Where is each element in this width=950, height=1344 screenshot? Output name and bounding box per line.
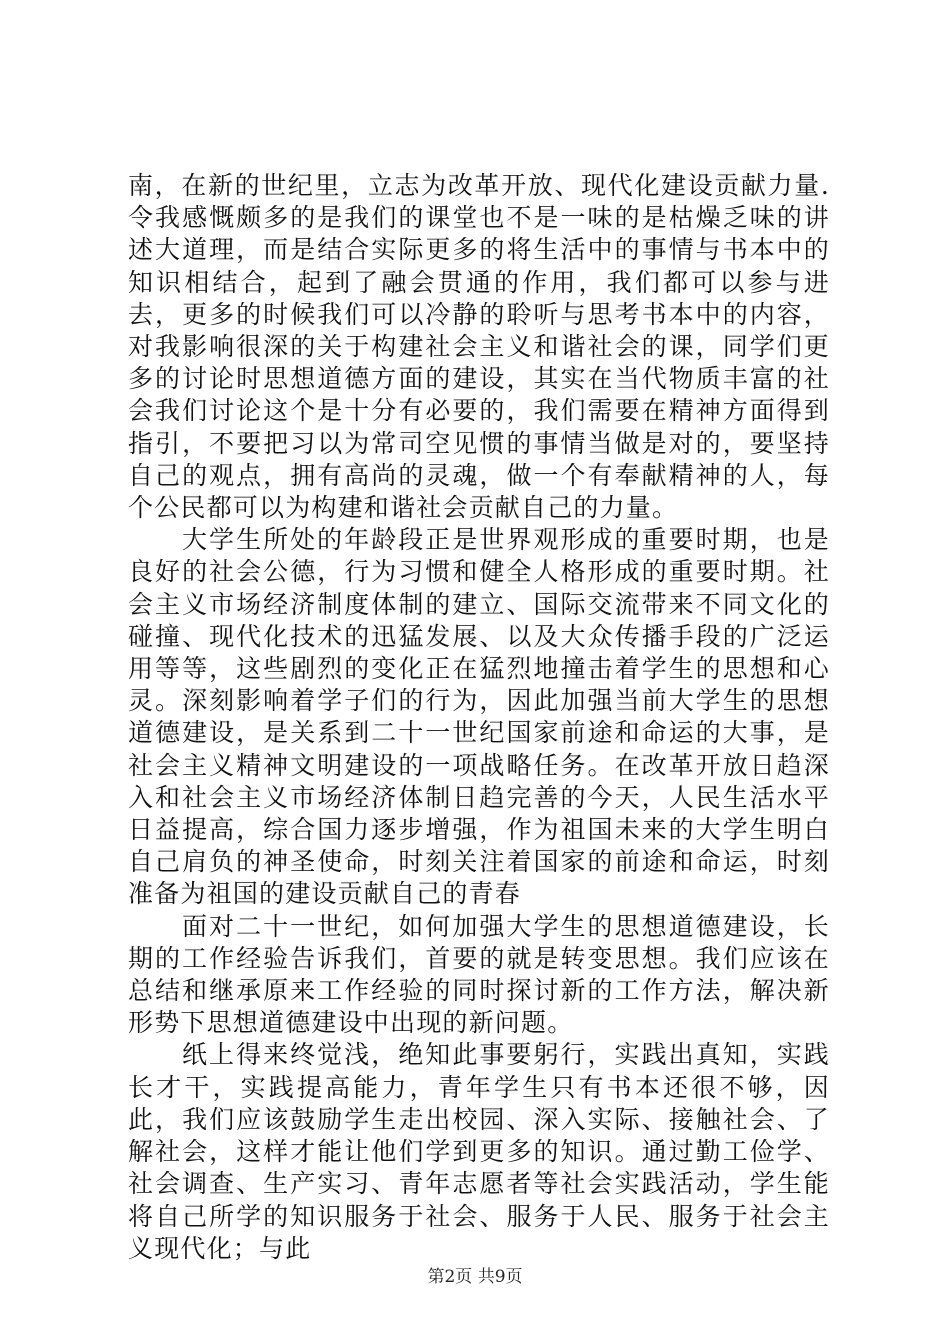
document-body bbox=[128, 170, 830, 1265]
paragraph-3: 面对二十一世纪，如何加强大学生的思想道德建设，长期的工作经验告诉我们，首要的就是转变思想。我们应该在总结和继承原来工作经验的同时探讨新的工作方法，解决新形势下思想道德建设中出现的新问题。 bbox=[128, 911, 830, 1038]
paragraph-2: 大学生所处的年龄段正是世界观形成的重要时期，也是良好的社会公德，行为习惯和健全人格形成的重要时期。社会主义市场经济制度体制的建立、国际交流带来不同文化的碰撞、现代化技术的迅猛发展、以及大众传播手段的广泛运用等等，这些剧烈的变化正在猛烈地撞击着学生的思想和心灵。深刻影响着学子们的行为，因此加强当前大学生的思想道德建设，是关系到二十一世纪国家前途和命运的大事，是社会主义精神文明建设的一项战略任务。在改革开放日趋深入和社会主义市场经济体制日趋完善的今天，人民生活水平日益提高，综合国力逐步增强，作为祖国未来的大学生明白自己肩负的神圣使命，时刻关注着国家的前途和命运，时刻准备为祖国的建设贡献自己的青春 bbox=[128, 525, 830, 909]
page-number-footer: 第2页 共9页 bbox=[427, 1267, 523, 1287]
paragraph-1: 南，在新的世纪里，立志为改革开放、现代化建设贡献力量.令我感慨颇多的是我们的课堂也不是一味的是枯燥乏味的讲述大道理，而是结合实际更多的将生活中的事情与书本中的知识相结合，起到了融会贯通的作用，我们都可以参与进去，更多的时候我们可以冷静的聆听与思考书本中的内容，对我影响很深的关于构建社会主义和谐社会的课，同学们更多的讨论时思想道德方面的建设，其实在当代物质丰富的社会我们讨论这个是十分有必要的，我们需要在精神方面得到指引，不要把习以为常司空见惯的事情当做是对的，要坚持自己的观点，拥有高尚的灵魂，做一个有奉献精神的人，每个公民都可以为构建和谐社会贡献自己的力量。 bbox=[128, 171, 830, 523]
paragraph-4: 纸上得来终觉浅，绝知此事要躬行，实践出真知，实践长才干，实践提高能力，青年学生只有书本还很不够，因此，我们应该鼓励学生走出校园、深入实际、接触社会、了解社会，这样才能让他们学到更多的知识。通过勤工俭学、社会调查、生产实习、青年志愿者等社会实践活动，学生能将自己所学的知识服务于社会、服务于人民、服务于社会主义现代化；与此 bbox=[128, 1040, 830, 1263]
